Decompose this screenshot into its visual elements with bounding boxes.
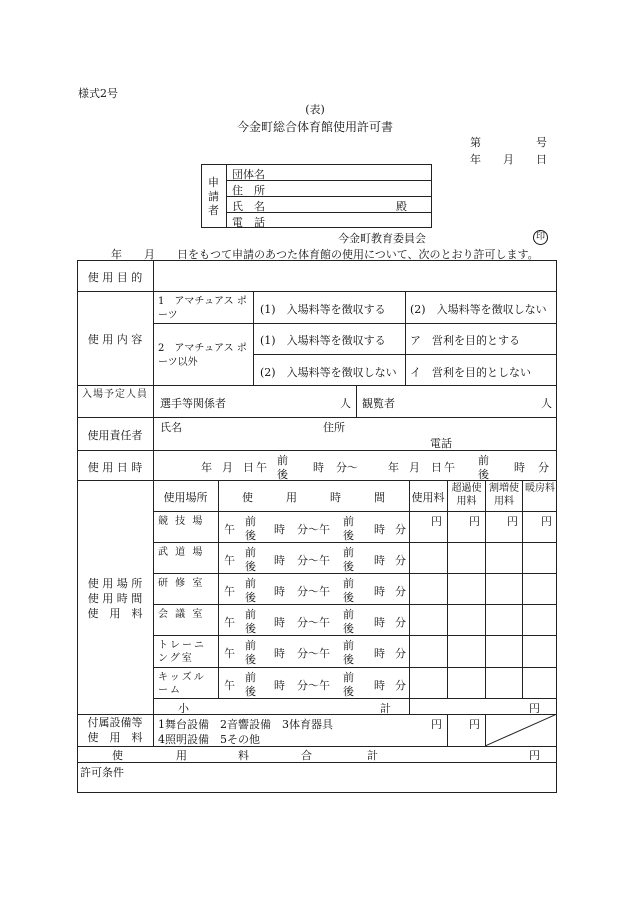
amateur-sports: 1 アマチュアス ポーツ	[158, 296, 247, 321]
subtotal-right: 計	[380, 702, 391, 715]
time-zen-1: 前	[245, 608, 256, 621]
time-fromto: 分〜午	[297, 647, 330, 660]
form-number: 様式2号	[78, 87, 118, 100]
time-zen-1: 前	[245, 546, 256, 559]
time-go-1: 後	[245, 529, 256, 542]
time-hour-1: 時	[274, 554, 285, 567]
time-zen-1: 前	[245, 515, 256, 528]
time-fromto: 分〜午	[297, 679, 330, 692]
seal-mark: 印	[533, 230, 548, 245]
time-am-1: 午	[224, 647, 235, 660]
content-label: 使 用 内 容	[87, 333, 143, 346]
equip-label: 付属設備等 使 用 料	[87, 716, 143, 744]
facility-name: トレーニング室	[158, 640, 206, 664]
dt-year: 年	[201, 461, 212, 474]
dono-label: 殿	[396, 200, 407, 213]
dt-month-2: 月	[409, 461, 420, 474]
time-am-1: 午	[224, 585, 235, 598]
time-go-2: 後	[343, 591, 354, 604]
dt-go: 後	[277, 468, 288, 481]
dt-go-2: 後	[478, 468, 489, 481]
time-hour-1: 時	[274, 523, 285, 536]
equip-line2: 4照明設備 5その他	[158, 733, 260, 746]
subtotal-left: 小	[178, 702, 189, 715]
time-zen-1: 前	[245, 671, 256, 684]
col-fee: 使用料	[411, 491, 445, 504]
time-go-1: 後	[245, 560, 256, 573]
side-label: (表)	[305, 103, 325, 116]
time-zen-1: 前	[245, 639, 256, 652]
doc-number-prefix: 第	[470, 136, 481, 149]
group-name-label: 団体名	[232, 168, 265, 181]
time-zen-2: 前	[343, 546, 354, 559]
intro-text: 年 月 日をもつて申請のあつた体育館の使用について、次のとおり許可します。	[111, 248, 539, 261]
time-minute-2: 分	[395, 647, 406, 660]
phone-label: 電 話	[232, 216, 265, 229]
time-am-1: 午	[224, 523, 235, 536]
time-minute-2: 分	[395, 554, 406, 567]
attendance-label: 入場予定人員	[82, 389, 148, 400]
time-go-1: 後	[245, 622, 256, 635]
time-zen-2: 前	[343, 608, 354, 621]
time-hour-2: 時	[374, 523, 385, 536]
total-char-1: 使	[112, 749, 123, 762]
applicant-label: 申 請 者	[208, 176, 219, 217]
time-hour-1: 時	[274, 647, 285, 660]
datetime-label: 使 用 日 時	[87, 461, 143, 474]
page-title: 今金町総合体育館使用許可書	[236, 120, 393, 134]
time-go-1: 後	[245, 591, 256, 604]
time-hour-2: 時	[374, 554, 385, 567]
time-go-2: 後	[343, 622, 354, 635]
time-zen-2: 前	[343, 577, 354, 590]
dt-am-2: 午	[444, 461, 455, 474]
time-go-2: 後	[343, 529, 354, 542]
dt-day: 日	[243, 461, 254, 474]
equip-yen-2: 円	[469, 718, 480, 731]
time-fromto: 分〜午	[297, 616, 330, 629]
facility-name: 武 道 場	[158, 547, 205, 558]
time-go-1: 後	[245, 685, 256, 698]
time-zen-2: 前	[343, 671, 354, 684]
time-zen-1: 前	[245, 577, 256, 590]
non-amateur-sports: 2 アマチュアス ポーツ以外	[158, 343, 247, 368]
time-fromto: 分〜午	[297, 585, 330, 598]
players-unit: 人	[340, 397, 351, 410]
dt-from: 分〜	[336, 461, 358, 474]
total-yen: 円	[529, 749, 540, 762]
dt-year-2: 年	[388, 461, 399, 474]
spectators-unit: 人	[541, 397, 552, 410]
dt-am: 午	[256, 461, 267, 474]
dt-month: 月	[222, 461, 233, 474]
option-for-profit: ア 営利を目的とする	[410, 334, 520, 347]
date-year: 年	[470, 153, 481, 166]
time-minute-2: 分	[395, 523, 406, 536]
place-group-label: 使 用 場 所 使 用 時 間 使 用 料	[87, 577, 143, 620]
total-char-3: 料	[238, 749, 249, 762]
col-over: 超過使用料	[451, 483, 482, 507]
time-minute-2: 分	[395, 616, 406, 629]
option-no-fee-1: (2) 入場料等を徴収しない	[410, 303, 547, 316]
name-label: 氏 名	[232, 200, 265, 213]
facility-name: キッズルーム	[158, 672, 206, 696]
col-time: 使 用 時 間	[242, 491, 385, 504]
time-am-1: 午	[224, 679, 235, 692]
spectators-label: 観覧者	[362, 397, 395, 410]
time-fromto: 分〜午	[297, 554, 330, 567]
total-char-2: 用	[176, 749, 187, 762]
time-am-1: 午	[224, 616, 235, 629]
time-go-1: 後	[245, 653, 256, 666]
time-minute-2: 分	[395, 679, 406, 692]
facility-name: 研 修 室	[158, 578, 205, 589]
dt-zen: 前	[277, 454, 288, 467]
dt-zen-2: 前	[478, 454, 489, 467]
address-label: 住 所	[232, 184, 265, 197]
time-go-2: 後	[343, 560, 354, 573]
date-day: 日	[536, 153, 547, 166]
dt-minute-2: 分	[538, 461, 549, 474]
time-am-1: 午	[224, 554, 235, 567]
option-collect-fee-2: (1) 入場料等を徴収する	[260, 334, 386, 347]
time-fromto: 分〜午	[297, 523, 330, 536]
yen-over: 円	[469, 515, 480, 528]
dt-day-2: 日	[431, 461, 442, 474]
time-zen-2: 前	[343, 515, 354, 528]
facility-name: 会 議 室	[158, 609, 205, 620]
doc-number-suffix: 号	[536, 136, 547, 149]
yen-surcharge: 円	[507, 515, 518, 528]
col-place: 使用場所	[163, 491, 208, 504]
col-heat: 暖房料	[525, 483, 555, 494]
issuer: 今金町教育委員会	[338, 232, 426, 245]
time-hour-1: 時	[274, 679, 285, 692]
time-hour-2: 時	[374, 585, 385, 598]
yen-heat: 円	[541, 515, 552, 528]
total-char-4: 合	[301, 749, 312, 762]
time-hour-1: 時	[274, 585, 285, 598]
option-collect-fee-1: (1) 入場料等を徴収する	[260, 303, 386, 316]
responsible-address: 住所	[323, 421, 345, 434]
col-surcharge: 割増使用料	[489, 483, 519, 507]
dt-hour: 時	[313, 461, 324, 474]
time-go-2: 後	[343, 685, 354, 698]
date-month: 月	[503, 153, 514, 166]
time-hour-2: 時	[374, 647, 385, 660]
option-no-fee-2: (2) 入場料等を徴収しない	[260, 366, 397, 379]
option-non-profit: イ 営利を目的としない	[410, 366, 531, 379]
equip-line1: 1舞台設備 2音響設備 3体育器具	[158, 718, 333, 731]
purpose-label: 使 用 目 的	[87, 271, 143, 284]
responsible-phone: 電話	[430, 437, 452, 450]
time-hour-1: 時	[274, 616, 285, 629]
total-char-5: 計	[367, 749, 378, 762]
yen-fee: 円	[431, 515, 442, 528]
diagonal-slash	[485, 714, 557, 746]
time-hour-2: 時	[374, 616, 385, 629]
time-zen-2: 前	[343, 639, 354, 652]
equip-yen-1: 円	[431, 718, 442, 731]
dt-hour-2: 時	[514, 461, 525, 474]
time-hour-2: 時	[374, 679, 385, 692]
facility-name: 競 技 場	[158, 516, 205, 527]
responsible-label: 使用責任者	[87, 429, 143, 442]
time-go-2: 後	[343, 653, 354, 666]
conditions-label: 許可条件	[80, 766, 124, 779]
players-label: 選手等関係者	[160, 397, 226, 410]
responsible-name: 氏名	[160, 421, 182, 434]
subtotal-yen: 円	[529, 702, 540, 715]
time-minute-2: 分	[395, 585, 406, 598]
